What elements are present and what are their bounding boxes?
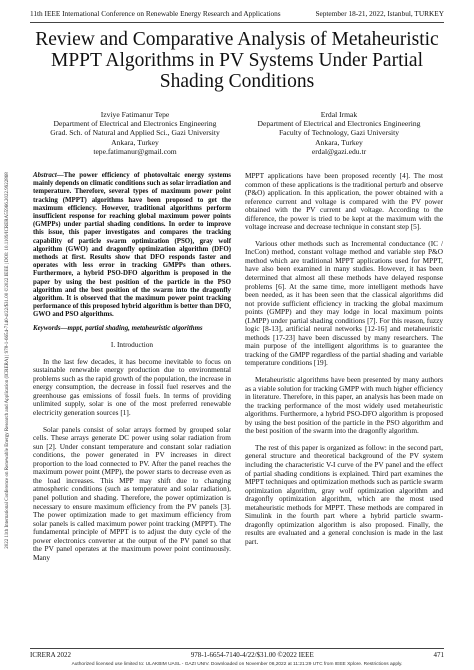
author-department: Department of Electrical and Electronics Engineering [53, 119, 217, 129]
paragraph: The rest of this paper is organized as follow: in the second part, general structure and theoretical background of the PV system including the characteristic V-I curve of the PV panel and the effect of partial shading conditions is explained. Third part examines the MPPT techniques and optimization methods such as particle swarm optimization algorithm, gray wolf optimization algorithm and dragonfly optimization algorithm, which are the most used metaheuristic methods for MPPT. These methods are compared in Simulink in the fourth part where a hybrid particle swarm-dragonfly optimization algorithm is also proposed. Finally, the results are evaluated and a general conclusion is made in the last part. [245, 442, 443, 546]
footer-isbn: 978-1-6654-7140-4/22/$31.00 ©2022 IEEE [190, 651, 314, 659]
footer-rule [30, 648, 444, 649]
author-department: Department of Electrical and Electronics Engineering [257, 119, 421, 129]
abstract-label: Abstract [33, 172, 57, 179]
paragraph: In the last few decades, it has become inevitable to focus on sustainable renewable energy production due to environmental problems such as the rapid growth of the population, the increase in energy consumption, the decrease in fossil fuel reserves and the greenhouse gas emissions of fossil fuels. In terms of providing unlimited supply, solar is one of the most preferred renewable electricity generation sources [1]. [33, 356, 231, 418]
author-block [40, 110, 434, 156]
author-city: Ankara, Turkey [315, 137, 363, 147]
paper-title: Review and Comparative Analysis of Metaheuristic MPPT Algorithms in PV Systems Under Partial Shading Conditions [35, 29, 439, 92]
author-2 [244, 110, 434, 156]
paragraph: Metaheuristic algorithms have been presented by many authors as a viable solution for tracking GMPP with much higher efficiency in literature. Therefore, in this paper, an analysis has been made on the tracking performance of the most widely used metaheuristic algorithms. Furthermore, a hybrid PSO-DFO algorithm is proposed by using the best position of the particle in the PSO algorithm and the best position of the swarm into the dragonfly algorithm. [245, 375, 443, 436]
running-header [30, 9, 444, 21]
author-name: Erdal Irmak [320, 110, 358, 119]
conference-date: September 18-21, 2022, Istanbul, TURKEY [315, 9, 444, 18]
paragraph: Solar panels consist of solar arrays formed by grouped solar cells. These arrays generate DC power using solar radiation from sun [2]. Under constant temperature and constant solar radiation conditions, the power generated in PV increases in direct proportion to the load connected to PV. After the panel reaches the maximum power point (MPP), the power starts to decrease even as the load increases. This MPP may shift due to changing atmospheric conditions (such as temperature and solar radiation), panel pollution and shading. Therefore, the power optimization is necessary to ensure maximum efficiency from the PV panels [3]. The power optimization made to get maximum efficiency from solar panels is called maximum power point tracking (MPPT). The fundamental principle of MPPT is to adjust the duty cycle of the power electronics converter at the output of the PV panel so that the PV panel operates at the maximum power point continuously. Many [33, 424, 231, 562]
side-citation-text: 2022 11th International Conference on Renewable Energy Research and Application (ICRERA) | 978-1-6654-7140-4/22/$31.00 ©2022 IEEE | DOI: 10.1109/ICRERA55966.2022.9922868 [4, 171, 10, 549]
section-heading: I. Introduction [110, 340, 154, 350]
right-column [245, 172, 443, 546]
author-1 [40, 110, 230, 156]
header-rule [30, 22, 444, 23]
side-citation [2, 80, 12, 640]
license-notice: Authorized licensed use limited to: ULAKBIM UASL - GAZI UNIV. Downloaded on November 08,2022 at 11:21:29 UTC from IEEE Xplore. Restrictions apply. [71, 662, 403, 667]
page-number: 471 [433, 651, 444, 659]
keywords: Keywords—mppt, partial shading, metaheuristic algorithms [33, 324, 203, 332]
footer-conference: ICRERA 2022 [30, 651, 72, 659]
conference-name: 11th IEEE International Conference on Renewable Energy Research and Applications [30, 9, 281, 18]
paragraph: MPPT applications have been proposed recently [4]. The most common of these applications is the traditional perturb and observe (P&O) application. In this application, the power obtained with a reference current and voltage is compared with the PV power obtained with the PV current and voltage. According to the difference, the power is tried to be kept at the maximum with the voltage increase and decrease technique in constant step [5]. [245, 171, 443, 232]
page-footer [30, 651, 444, 659]
author-email: erdal@gazi.edu.tr [311, 146, 367, 156]
paragraph: Various other methods such as Incremental conductance (IC / IncCon) method, constant voltage method and variable step P&O method which are traditional MPPT applications used for MPPT, have also been examined in many studies. However, it has been determined that almost all these methods have delayed response problems [6]. At the same time, more intelligent methods have been needed, as it has been seen that the classical algorithms did not provide sufficient efficiency in tracking the global maximum points (GMPP) and they may lodge in local maximum points (LMPP) under partial shading conditions [7]. For this reason, fuzzy logic [8-13], artificial neural networks [12-16] and metaheuristic methods [17-23] have been discussed by many researchers. The main purpose of the intelligent algorithms is to guarantee the tracking of the GMPP regardless of the partial shading and variable temperature conditions [19]. [245, 238, 443, 368]
abstract [33, 172, 231, 320]
abstract-text: —The power efficiency of photovoltaic energy systems mainly depends on climatic conditions such as solar irradiation and temperature. Therefore, several types of maximum power point tracking (MPPT) algorithms have been proposed to get the maximum efficiency. However, traditional algorithms perform insufficient response for reaching global maximum power points (GMPPs) under partial shading conditions. In order to improve this issue, this paper investigates and compares the tracking capability of particle swarm optimization (PSO), gray wolf algorithm (GWO) and dragonfly optimization algorithm (DFO) methods at first. Results show that DFO responds faster and operates with less error in tracking GMPPs than others. Furthermore, a hybrid PSO-DFO algorithm is proposed in the paper by using the best position of the particle in the PSO algorithm and the best position of the swarm into the dragonfly algorithm. It is observed that the maximum power point tracking performance of this proposed hybrid algorithm is better than DFO, GWO and PSO algorithms. [33, 172, 232, 319]
author-city: Ankara, Turkey [111, 137, 159, 147]
author-name: Izviye Fatimanur Tepe [100, 110, 170, 119]
author-email: tepe.fatimanur@gmail.com [93, 146, 177, 156]
author-institution: Faculty of Technology, Gazi University [278, 128, 400, 138]
author-institution: Grad. Sch. of Natural and Applied Sci., Gazi University [50, 128, 220, 138]
left-column [33, 172, 231, 562]
